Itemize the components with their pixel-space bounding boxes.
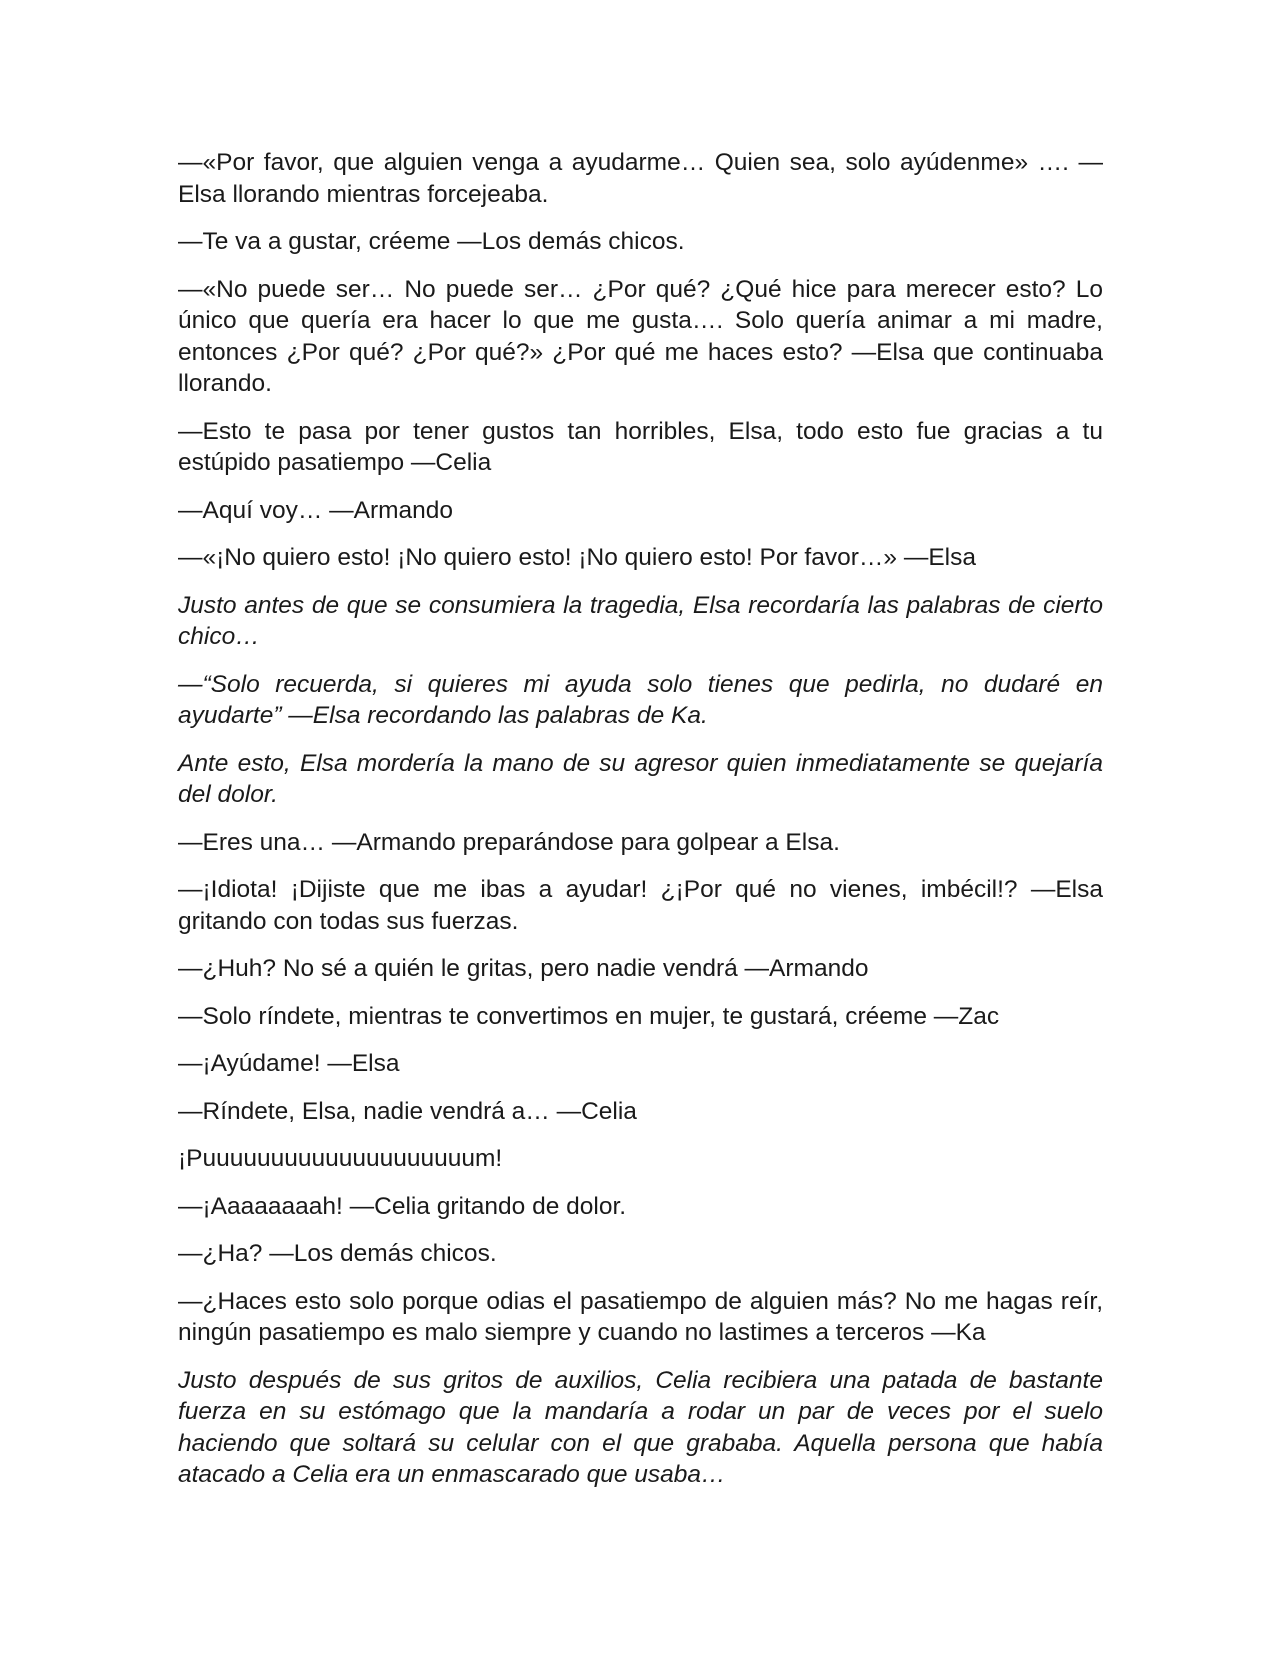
dialogue-paragraph: —¡Idiota! ¡Dijiste que me ibas a ayudar! ¿¡Por qué no vienes, imbécil!? —Elsa gritando con todas sus fuerzas. — [178, 876, 1103, 935]
dialogue-paragraph: —¡Ayúdame! —Elsa — [178, 1050, 400, 1077]
dialogue-paragraph: —¿Huh? No sé a quién le gritas, pero nadie vendrá —Armando — [178, 955, 869, 982]
dialogue-paragraph: —Te va a gustar, créeme —Los demás chicos. — [178, 228, 685, 255]
body-text — [178, 147, 1103, 1507]
dialogue-paragraph: —¿Haces esto solo porque odias el pasatiempo de alguien más? No me hagas reír, ningún pasatiempo es malo siempre y cuando no lastimes a terceros —Ka — [178, 1287, 1103, 1346]
narration-paragraph: Justo antes de que se consumiera la tragedia, Elsa recordaría las palabras de cierto chico… — [178, 591, 1103, 650]
dialogue-paragraph: —¡Aaaaaaaah! —Celia gritando de dolor. — [178, 1192, 627, 1220]
narration-paragraph: Justo después de sus gritos de auxilios, Celia recibiera una patada de bastante fuerza en su estómago que la mandaría a rodar un par de veces por el suelo haciendo que soltará su celular con el que grababa. Aquella persona que había atacado a Celia era un enmascarado que usaba… — [178, 1366, 1103, 1488]
dialogue-paragraph: —Aquí voy… —Armando — [178, 496, 454, 524]
narration-paragraph: —“Solo recuerda, si quieres mi ayuda solo tienes que pedirla, no dudaré en ayudarte” —Elsa recordando las palabras de Ka. — [178, 670, 1103, 729]
narration-paragraph: Ante esto, Elsa mordería la mano de su agresor quien inmediatamente se quejaría del dolor. — [178, 749, 1103, 808]
dialogue-paragraph: —Solo ríndete, mientras te convertimos en mujer, te gustará, créeme —Zac — [178, 1002, 1000, 1030]
dialogue-paragraph: —Esto te pasa por tener gustos tan horribles, Elsa, todo esto fue gracias a tu estúpido pasatiempo —Celia — [178, 417, 1103, 476]
dialogue-paragraph: —«No puede ser… No puede ser… ¿Por qué? ¿Qué hice para merecer esto? Lo único que quería era hacer lo que me gusta…. Solo quería animar a mi madre, entonces ¿Por qué? ¿Por qué?» ¿Por qué me haces esto? —Elsa que continuaba llorando. — [178, 275, 1103, 397]
dialogue-paragraph: ¡Puuuuuuuuuuuuuuuuuuuum! — [178, 1145, 503, 1172]
dialogue-paragraph: —Ríndete, Elsa, nadie vendrá a… —Celia — [178, 1097, 637, 1125]
dialogue-paragraph: —«Por favor, que alguien venga a ayudarme… Quien sea, solo ayúdenme» …. —Elsa llorando mientras forcejeaba. — [178, 149, 1103, 208]
dialogue-paragraph: —«¡No quiero esto! ¡No quiero esto! ¡No quiero esto! Por favor…» —Elsa — [178, 544, 976, 571]
dialogue-paragraph: —Eres una… —Armando preparándose para golpear a Elsa. — [178, 828, 840, 856]
dialogue-paragraph: —¿Ha? —Los demás chicos. — [178, 1240, 497, 1267]
